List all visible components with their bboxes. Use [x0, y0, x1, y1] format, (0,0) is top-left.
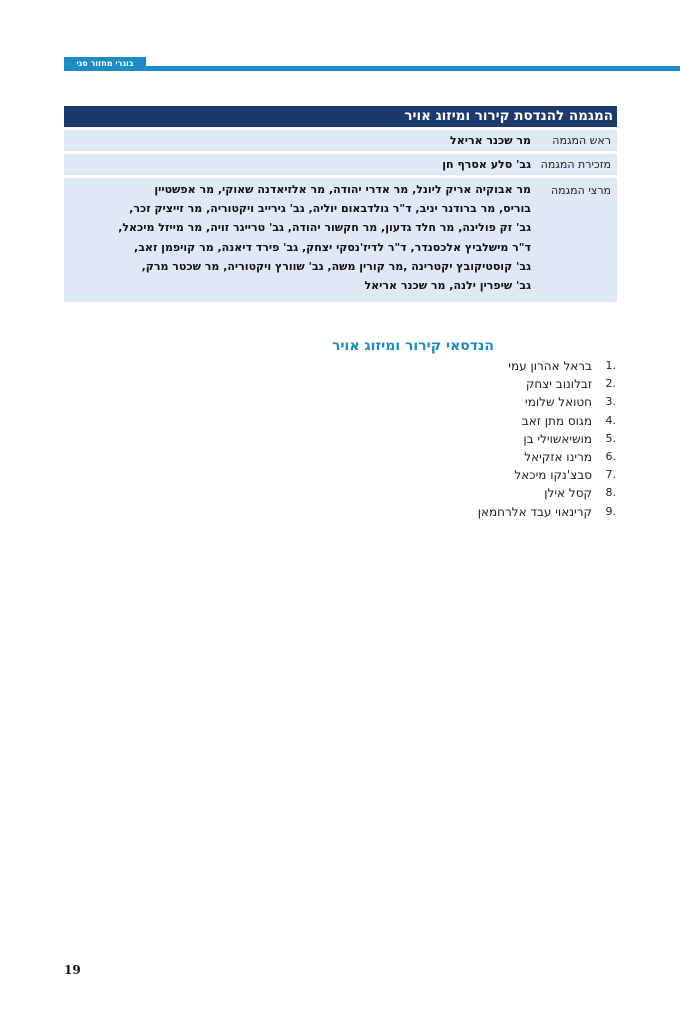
header-tab: בוגרי מחזור סגי	[64, 57, 146, 70]
item-name: קסל אילן	[544, 486, 592, 501]
list-item	[396, 357, 616, 375]
row-value: גב' סלע אסרף חן	[442, 158, 531, 171]
item-name: זבלונוב יצחק	[525, 377, 592, 392]
lecturers-line: גב' זק פולינה, מר חלד גדעון, מר חקשור יהודה, גב' טרייגר זויה, מר מייזל מיכאל,	[118, 221, 531, 235]
item-number: 2.	[605, 377, 616, 391]
committee-title: המגמה להנדסת קירור ומיזוג אויר	[64, 106, 617, 127]
lecturers-list	[64, 178, 537, 302]
item-number: 6.	[605, 449, 616, 463]
committee-table	[64, 106, 617, 302]
row-value: מר שכנר אריאל	[450, 134, 531, 147]
list-item	[396, 448, 616, 466]
row-label: ראש המגמה	[552, 134, 611, 147]
list-item	[396, 503, 616, 521]
row-label: מרצי המגמה	[550, 184, 611, 197]
item-number: 3.	[605, 395, 616, 409]
item-name: חטואל שלומי	[525, 395, 592, 410]
committee-row-secretary	[64, 154, 617, 175]
list-item	[396, 393, 616, 411]
lecturers-line: גב' שיפרין ילנה, מר שכנר אריאל	[364, 279, 531, 293]
row-label: מזכירת המגמה	[540, 158, 611, 171]
item-number: 7.	[605, 468, 616, 482]
item-name: קרינאוי עבד אלרחמאן	[477, 504, 592, 519]
page-number: 19	[64, 963, 81, 977]
lecturers-line: גב' קוסטיקובץ יקטרינה ,מר קורין משה, גב' שוורץ ויקטוריה, מר שכטר מרק,	[141, 259, 531, 273]
item-number: 8.	[605, 486, 616, 500]
item-number: 9.	[605, 504, 616, 518]
item-name: סבצ'נקו מיכאל	[514, 468, 592, 483]
lecturers-line: מר אבוקיה אריק ליונל, מר אדרי יהודה, מר אלזיאדנה שאוקי, מר אפשטיין	[154, 183, 531, 196]
item-number: 1.	[605, 359, 616, 372]
header-accent-bar	[64, 66, 680, 71]
list-item	[396, 412, 616, 430]
item-number: 5.	[605, 431, 616, 445]
lecturers-line: בוריס, מר ברודנר יניב, ד"ר גולדבאום יוליה, גב' גירייב ויקטוריה, מר זייציק זכר,	[129, 202, 531, 216]
item-name: מרינו אזקיאל	[524, 449, 592, 464]
list-item	[396, 375, 616, 393]
committee-row-lecturers	[64, 178, 617, 302]
list-item	[396, 484, 616, 502]
list-item	[396, 430, 616, 448]
item-name: מושיאשוילי בן	[523, 431, 592, 446]
item-name: בראל אהרון עמי	[508, 359, 592, 373]
lecturers-line: ד"ר מישלביץ אלכסנדר, ד"ר לדיז'נסקי יצחק, גב' פירד דיאנה, מר קויפמן זאב,	[134, 240, 531, 254]
list-item	[396, 466, 616, 484]
item-number: 4.	[605, 413, 616, 427]
item-name: מגוס מתן זאב	[521, 413, 592, 428]
graduates-title: הנדסאי קירור ומיזוג אויר	[331, 338, 494, 354]
committee-row-head	[64, 130, 617, 151]
graduates-list	[396, 357, 616, 521]
